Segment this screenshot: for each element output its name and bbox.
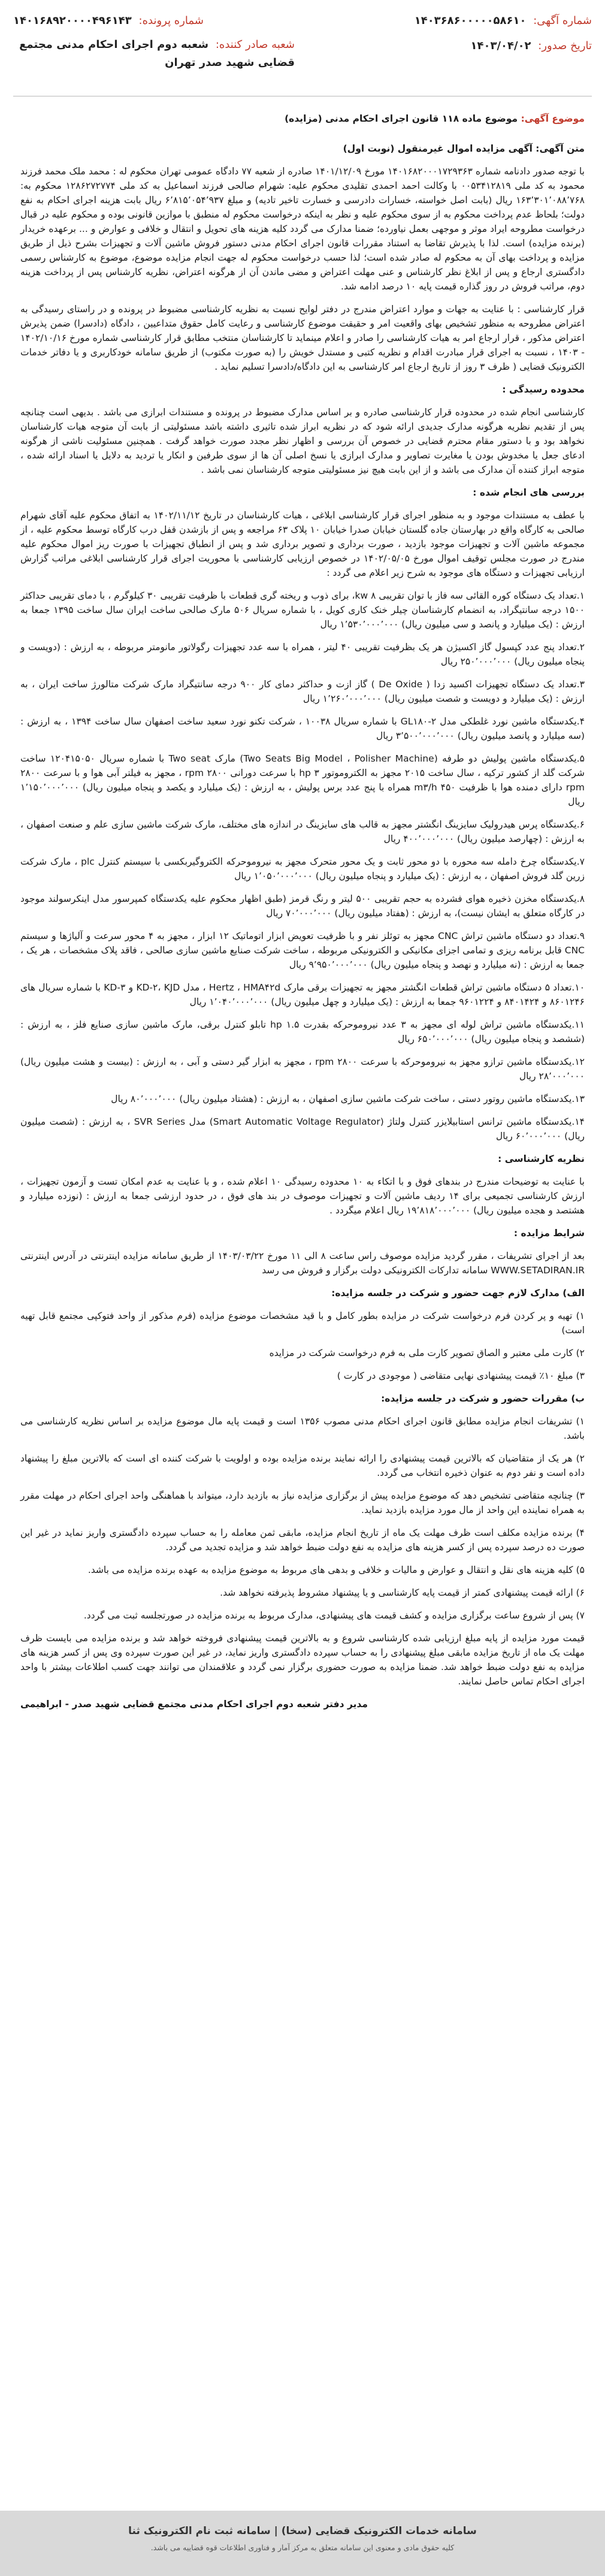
notice-paragraph: ۳.تعداد یک دستگاه تجهیزات اکسید زدا ( De Oxide ) گاز ازت و حداکثر دمای کار ۹۰۰ درجه سانتیگراد مارک شرکت متالورژ ساخت ایران ، به ارزش : (یک میلیارد و دویست و شصت میلیون ریال) ۱٬۲۶۰٬۰۰۰٬۰۰۰ ریال <box>20 679 585 704</box>
notice-paragraph: ۱) تهیه و پر کردن فرم درخواست شرکت در مزایده بطور کامل و با قید مشخصات موضوع مزایده (فرم مذکور از واحد فتوکپی مجتمع قابل تهیه است) <box>20 1310 585 1336</box>
issue-date-field <box>471 36 592 56</box>
notice-number-label: شماره آگهی: <box>533 14 592 27</box>
notice-number: ۱۴۰۳۶۸۶۰۰۰۰۰۵۸۶۱۰ <box>414 14 527 27</box>
notice-paragraph: ۲.تعداد پنج عدد کپسول گاز اکسیژن هر یک بظرفیت تقریبی ۴۰ لیتر ، همراه با سه عدد تجهیزات رگولاتور مانومتر مربوطه ، به ارزش : (دویست و پنجاه میلیون ریال) ۲۵۰٬۰۰۰٬۰۰۰ ریال <box>20 642 585 667</box>
notice-paragraph: ۲) هر یک از متقاضیان که بالاترین قیمت پیشنهادی را ارائه نمایند برنده مزایده بوده و اولویت با شرکت کننده ای است که بالاترین مبلغ را پیشنهاد داده است و نفر دوم به عنوان ذخیره انتخاب می گردد. <box>20 1453 585 1478</box>
notice-paragraph: ۱۲.یکدستگاه ماشین ترازو مجهز به نیروموحرکه با سرعت ۲۸۰۰ rpm ، مجهز به ابزار گیر دستی و آبی ، به ارزش : (بیست و هشت میلیون ریال) ۲۸٬۰۰۰٬۰۰۰ ریال <box>20 1056 585 1082</box>
notice-paragraph: ۱۴.یکدستگاه ماشین ترانس استابیلایزر کنترل ولتاژ (Smart Automatic Voltage Regulator) مدل SVR Series ، به ارزش : (شصت میلیون ریال) ۶۰٬۰۰۰٬۰۰۰ ریال <box>20 1116 585 1141</box>
notice-paragraph: متن آگهی: آگهی مزایده اموال غیرمنقول (نوبت اول) <box>343 143 585 154</box>
issuer-field <box>13 36 295 72</box>
issuer: شعبه دوم اجرای احکام مدنی مجتمع قضایی شهید صدر تهران <box>19 38 295 69</box>
notice-subject <box>20 111 585 126</box>
file-number: ۱۴۰۱۶۸۹۲۰۰۰۰۴۹۶۱۴۳ <box>13 14 132 27</box>
notice-paragraph: شرایط مزایده : <box>513 1228 585 1239</box>
notice-paragraph: ۶) ارائه قیمت پیشنهادی کمتر از قیمت پایه کارشناسی و یا پیشنهاد مشروط پذیرفته نخواهد شد. <box>220 1587 585 1598</box>
notice-paragraph: ۵.یکدستگاه ماشین پولیش دو طرفه (Two Seats Big Model ، Polisher Machine) مارک Two seat با شماره سریال ۱۲۰۴۱۵۰۵۰ ساخت شرکت گلد از کشور ترکیه ، سال ساخت ۲۰۱۵ مجهز به الکتروموتور ۳ hp با سرعت دورانی ۲۸۰۰ rpm ، مجهز به فیلتر آبی هوا و با سرعت ۲۸۰۰ rpm دارای دمنده هوا با ظرفیت ۴۵۰ m۳/h همراه با پنج عدد برس پولیش ، به ارزش : (یک میلیارد و یکصد و پنجاه میلیون ریال) ۱٬۱۵۰٬۰۰۰٬۰۰۰ ریال <box>20 753 585 807</box>
file-number-label: شماره پرونده: <box>138 14 204 27</box>
notice-paragraph: با عطف به مستندات موجود و به منظور اجرای قرار کارشناسی ابلاغی ، هیات کارشناسان در تاریخ ۱۴۰۲/۱۱/۱۲ به اتفاق محکوم علیه آقای شهرام صالحی به کارگاه واقع در بهارستان جاده گلستان خیابان صدرا خیابان ۱۰ پلاک ۶۳ مراجعه و پس از بازشدن قفل درب کارگاه توسط محکوم علیه ، از مجموعه ماشین آلات و تجهیزات موجود بازدید ، صورت برداری و تصویر برداری شد و پس از انطباق تجهیزات با صورت ریز اموال محکوم علیه مندرج در صورت مجلس توقیف اموال مورخ ۱۴۰۲/۰۵/۰۵ در خصوص ارزیابی کارشناسی با محوریت اجرای قرار کارشناسی ابلاغی مراتب گزارش ارزیابی تجهیزات و دستگاه های موجود به شرح زیر اعلام می گردد : <box>20 510 585 578</box>
notice-paragraph: با توجه صدور دادنامه شماره ۱۴۰۱۶۸۲۰۰۰۱۷۲۹۳۶۳ مورخ ۱۴۰۱/۱۲/۰۹ صادره از شعبه ۷۷ دادگاه عمومی تهران محکوم له : محمد ملک محمد فرزند محمود به کد ملی ۰۰۵۳۴۱۲۸۱۹ با وکالت احمد احمدی تقلیدی محکوم علیه: شهرام صالحی فرزند اسماعیل به کد ملی ۱۲۸۶۲۷۲۷۷۴ محکوم به: ۱۶۳٬۳۰۱٬۰۸۸٬۷۶۸ ریال (بابت اصل خواسته، خسارات دادرسی و خسارت تاخیر تادیه) و مبلغ ۶٬۸۱۵٬۰۵۴٬۹۳۷ ریال بابت هزینه اجرای احکام به نفع دولت؛ بلحاظ عدم پرداخت محکوم به از سوی محکوم علیه و نظر به اینکه درخواست محکوم له منطبق با موازین قانونی بوده و محکوم علیه در قبال درخواست مطروحه ایراد موثر و موجهی بعمل نیاورده؛ ضمنا مدارک می گردد کلیه هزینه های تحویل و انتقال و خلافی و عوارض و ... برعهده خریدار (برنده مزایده) است. لذا با پذیرش تقاضا به استناد مقررات قانون اجرای احکام مدنی دستور فروش ماشین آلات و تجهیزات بشرح ذیل از طریق مزایده و پرداخت بهای آن به محکوم له صادر شده است؛ لذا حسب درخواست محکوم له جهت انجام مزایده موضوع، موضوع به کارشناس رسمی دادگستری ارجاع و پس از ابلاغ نظر کارشناس و عنی مهلت اعتراض و مضی ماندن آن از هرگونه اعتراض، نظریه کارشناس پس از پرداخت هزینه دوم، مراتب فروش در روز گذاره قیمت پایه ۱۰ درصد ادامه شد. <box>20 166 585 292</box>
notice-paragraph: کارشناسی انجام شده در محدوده قرار کارشناسی صادره و بر اساس مدارک مضبوط در پرونده و مستندات ابرازی می باشد . بدیهی است چنانچه پس از تقدیم نظریه هرگونه مدارک جدیدی ارائه شود که در نظریه ابراز شده تاثیری داشته باشد مسئولیتی از بابت آن متوجه هیات کارشناسان نخواهد بود و با دستور مقام محترم قضایی در خصوص آن بررسی و اظهار نظر مجدد صورت خواهد گرفت . همچنین مسئولیت ناشی از هرگونه ادعای جعل یا مخدوش بودن یا مغایرت تصاویر و مدارک ابرازی یا نسخ اصلی آن ها از سوی طرفین و انکار یا تردید به دلایل یا اسناد ارائه شده ، متوجه ابراز کننده آن مدارک می باشد و از این بابت هیچ نیز مسئولیتی متوجه کارشناسان نمی باشد . <box>20 407 585 475</box>
notice-paragraph: ۶.یکدستگاه پرس هیدرولیک سایزینگ انگشتر مجهز به قالب های سایزینگ در اندازه های مختلف، مارک شرکت ماشین سازی علم و صنعت اصفهان ، به ارزش : (چهارصد میلیون ریال) ۴۰۰٬۰۰۰٬۰۰۰ ریال <box>20 819 585 844</box>
site-footer <box>0 2511 605 2576</box>
notice-number-field <box>415 11 592 31</box>
issuer-label: شعبه صادر کننده: <box>215 38 295 51</box>
notice-paragraph: ۱.تعداد یک دستگاه کوره القائی سه فاز با توان تقریبی kw ۸، برای ذوب و ریخته گری قطعات با ظرفیت تقریبی ۳۰ کیلوگرم ، با دمای تقریبی حداکثر ۱۵۰۰ درجه سانتیگراد، به انضمام کارشناسان چیلر خنک کاری کویل ، با شماره سریال ۵۰۶ مارک صالحی ساخت ایران سال ساخت ۱۳۹۵ جمعا به ارزش : (یک میلیارد و پانصد و سی میلیون ریال) ۱٬۵۳۰٬۰۰۰٬۰۰۰ ریال <box>20 590 585 630</box>
notice-paragraph: قیمت مورد مزایده از پایه مبلغ ارزیابی شده کارشناسی شروع و به بالاترین قیمت پیشنهادی فروخته خواهد شد و برنده مزایده می بایست ظرف مهلت یک ماه از تاریخ مزایده مابقی مبلغ پیشنهادی را به حساب سپرده دادگستری واریز نماید، در غیر این صورت سپرده وی پس از کسر هزینه های مزایده به نفع دولت ضبط خواهد شد. ضمنا مزایده به صورت حضوری برگزار نمی گردد و علاقمندان می توانند جهت کسب اطلاعات بیشتر با واحد اجرای احکام تماس حاصل نمایند. <box>20 1633 585 1687</box>
notice-paragraph: ۸.یکدستگاه مخزن ذخیره هوای فشرده به حجم تقریبی ۵۰۰ لیتر و رنگ قرمز (طبق اظهار محکوم علیه یکدستگاه کمپرسور مدل اینکرسولند موجود در کارگاه متعلق به ایشان نیست)، به ارزش : (هفتاد میلیون ریال) ۷۰٬۰۰۰٬۰۰۰ ریال <box>20 893 585 919</box>
notice-paragraph: ۱) تشریفات انجام مزایده مطابق قانون اجرای احکام مدنی مصوب ۱۳۵۶ است و قیمت پایه مال موضوع مزایده بر اساس نظریه کارشناسی می باشد. <box>20 1416 585 1441</box>
notice-body <box>20 141 585 1720</box>
notice-paragraph: ۷) پس از شروع ساعت برگزاری مزایده و کشف قیمت های پیشنهادی، مدارک مربوط به برنده مزایده در صورتجلسه ثبت می گردد. <box>83 1610 585 1621</box>
notice-paragraph: ۹.تعداد دو دستگاه ماشین تراش CNC مجهز به توئلز نفر و با ظرفیت تعویض ابزار اتوماتیک ۱۲ ابزار ، مجهز به ۴ محور سرعت و آلیاژها و سیستم CNC قابل برنامه ریزی و تمامی اجزای مکانیکی و الکترونیکی مربوطه ، ساخت شرکت صنایع ماشین سازی صالحی ، فاقد پلاک مشخصات ، هر یک ، جمعا به ارزش : (نه میلیارد و نهصد و پنجاه میلیون ریال) ۹٬۹۵۰٬۰۰۰٬۰۰۰ ریال <box>20 931 585 970</box>
notice-paragraph: ۲) کارت ملی معتبر و الصاق تصویر کارت ملی به فرم درخواست شرکت در مزایده <box>269 1348 585 1358</box>
notice-paragraph: مدیر دفتر شعبه دوم اجرای احکام مدنی مجتمع قضایی شهید صدر - ابراهیمی <box>20 1699 368 1710</box>
footer-note: کلیه حقوق مادی و معنوی این سامانه متعلق به مرکز آمار و فناوری اطلاعات قوه قضاییه می باشد. <box>150 2543 455 2552</box>
subject-text: موضوع ماده ۱۱۸ قانون اجرای احکام مدنی (مزایده) <box>285 113 518 124</box>
notice-paragraph: نظریه کارشناسی : <box>498 1153 585 1164</box>
notice-paragraph: ۴) برنده مزایده مکلف است ظرف مهلت یک ماه از تاریخ انجام مزایده، مابقی ثمن معامله را به حساب سپرده دادگستری واریز نماید در غیر این صورت ده درصد سپرده پس از کسر هزینه های مزایده به نفع دولت ضبط خواهد شد و مزایده تجدید می گردد. <box>20 1527 585 1553</box>
notice-paragraph: قرار کارشناسی : با عنایت به جهات و موارد اعتراض مندرج در دفتر لوایح نسبت به نظریه کارشناسی مضبوط در پرونده و در راستای رسیدگی به اعتراض مطروحه به منظور تشخیص بهای واقعیت امر و حقیقت موضوع کارشناسی و رعایت کامل حقوق متداعیین ، دادگاه (دادسرا) ضمن پذیرش اعتراض مذکور ، قرار ارجاع امر به هیات کارشناسی را صادر و اعلام مینماید تا کارشناسان منتخب مطابق قرار کارشناسی شماره مورخ ۱۴۰۲/۱۰/۱۶ - ۱۴۰۳ ، نسبت به اجرای قرار مبادرت اقدام و نظریه کتبی و مستدل خویش را (به صورت مکتوب) از طریق سامانه خودکاربری و یا دفاتر خدمات الکترونیک قضایی ( ظرف ۳ روز از تاریخ ارجاع امر کارشناسی به این دادگاه/دادسرا تسلیم نماید . <box>20 304 585 372</box>
file-number-field <box>13 11 204 31</box>
notice-header <box>13 11 592 87</box>
notice-paragraph: ۳) مبلغ ۱۰٪ قیمت پیشنهادی نهایی متقاضی ( موجودی در کارت ) <box>337 1370 585 1381</box>
issue-date: ۱۴۰۳/۰۴/۰۲ <box>470 40 531 52</box>
notice-paragraph: ۵) کلیه هزینه های نقل و انتقال و عوارض و مالیات و خلافی و بدهی های مربوط به موضوع مزایده به عهده برنده مزایده می باشد. <box>87 1565 585 1575</box>
notice-paragraph: ۷.یکدستگاه چرخ دامله سه محوره با دو محور ثابت و یک محور متحرک مجهز به نیروموحرکه الکتروگیربکسی با سیستم کنترل plc ، مارک شرکت زرین گلد فروش اصفهان ، به ارزش : (یک میلیارد و پنجاه میلیون ریال) ۱٬۰۵۰٬۰۰۰٬۰۰۰ ریال <box>20 856 585 881</box>
subject-label: موضوع آگهی: <box>521 113 585 124</box>
notice-paragraph: بعد از اجرای تشریفات ، مقرر گردید مزایده موصوف راس ساعت ۸ الی ۱۱ مورخ ۱۴۰۳/۰۳/۲۲ از طریق سامانه مزایده اینترنتی در آدرس اینترنتی WWW.SETADIRAN.IR سامانه تدارکات الکترونیکی دولت برگزار و فروش می رسد <box>20 1251 585 1276</box>
notice-paragraph: الف) مدارک لازم جهت حضور و شرکت در جلسه مزایده: <box>331 1288 585 1298</box>
notice-paragraph: ۴.یکدستگاه ماشین نورد غلطکی مدل GL۱۸۰-۲ با شماره سریال ۱۰۰۳۸ ، شرکت تکنو نورد سعید ساخت اصفهان سال ساخت ۱۳۹۴ ، به ارزش : (سه میلیارد و پانصد میلیون ریال) ۳٬۵۰۰٬۰۰۰٬۰۰۰ ریال <box>20 716 585 741</box>
notice-paragraph: ۳) چنانچه متقاضی تشخیص دهد که موضوع مزایده پیش از برگزاری مزایده نیاز به بازدید دارد، میتواند با هماهنگی واحد اجرای احکام در مهلت مقرر به همراه نماینده این واحد از مال مورد مزایده بازدید نماید. <box>20 1490 585 1515</box>
notice-paragraph: ۱۱.یکدستگاه ماشین تراش لوله ای مجهز به ۳ عدد نیروموحرکه بقدرت ۱.۵ hp تابلو کنترل برقی، مارک ماشین سازی صنایع فلز ، به ارزش : (ششصد و پنجاه میلیون ریال) ۶۵۰٬۰۰۰٬۰۰۰ ریال <box>20 1019 585 1044</box>
notice-paragraph: بررسی های انجام شده : <box>473 487 585 498</box>
footer-title: سامانه خدمات الکترونیک قضایی (سخا) | سامانه ثبت نام الکترونیک ثنا <box>128 2525 477 2537</box>
notice-paragraph: محدوده رسیدگی : <box>502 384 585 395</box>
issue-date-label: تاریخ صدور: <box>538 40 592 52</box>
notice-paragraph: ب) مقررات حضور و شرکت در جلسه مزایده: <box>381 1393 585 1404</box>
notice-paragraph: ۱۰.تعداد ۵ دستگاه ماشین تراش قطعات انگشتر مجهز به تجهیزات برقی مارک Hertz ، HMA۴۲d ، مدل KD-۲، KJD و KD-۳ با شماره سریال های ۸۶۰۱۲۴۶ و ۸۴۰۱۴۲۴ و ۹۶۰۱۲۲۴ جمعا به ارزش : (یک میلیارد و چهل میلیون ریال) ۱٬۰۴۰٬۰۰۰٬۰۰۰ ریال <box>20 982 585 1007</box>
notice-paragraph: با عنایت به توضیحات مندرج در بندهای فوق و با اتکاء به ۱۰ محدوده رسیدگی ۱۰ اعلام شده ، و با عنایت به عدم امکان تست و آزمون تجهیزات ، ارزش کارشناسی تجمیعی برای ۱۴ ردیف ماشین آلات و تجهیزات موصوف در بند های فوق ، در حدود ارزشی جمعا به ارزش : (نوزده میلیارد و هشتصد و هجده میلیون ریال) ۱۹٬۸۱۸٬۰۰۰٬۰۰۰ ریال اعلام میگردد . <box>20 1176 585 1216</box>
notice-paragraph: ۱۳.یکدستگاه ماشین روتور دستی ، ساخت شرکت ماشین سازی اصفهان ، به ارزش : (هشتاد میلیون ریال) ۸۰٬۰۰۰٬۰۰۰ ریال <box>111 1094 585 1104</box>
